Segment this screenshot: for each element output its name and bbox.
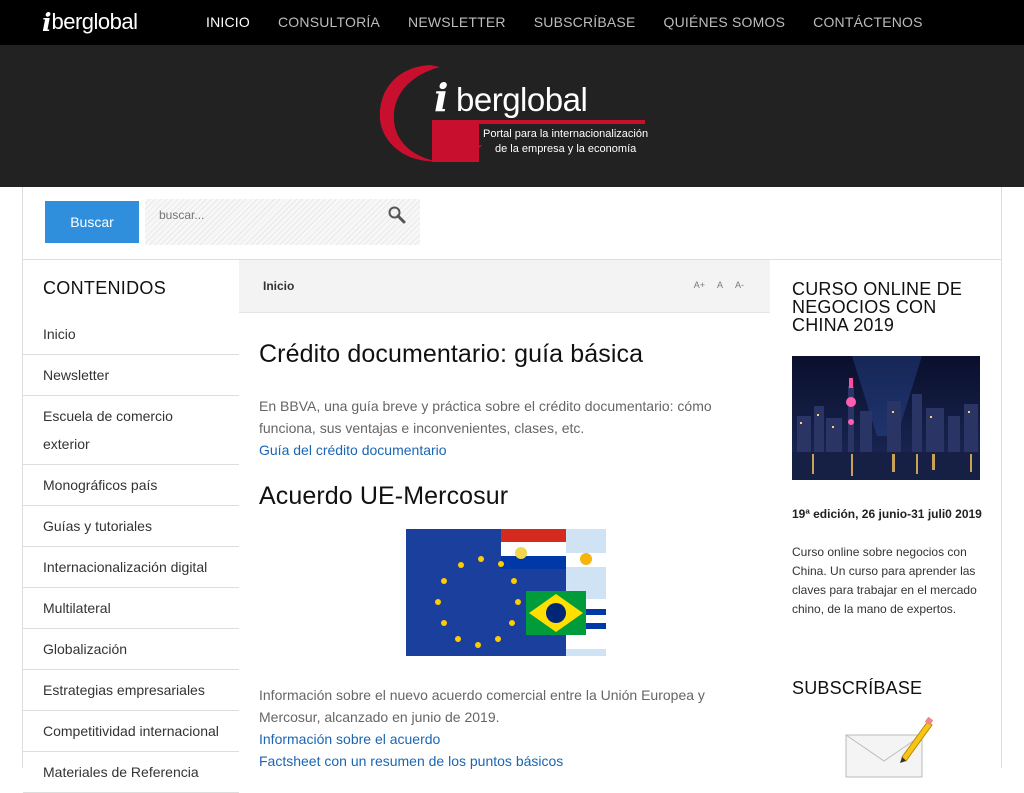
sidebar-item-newsletter[interactable]: Newsletter xyxy=(23,355,239,396)
shanghai-skyline-image[interactable] xyxy=(792,356,980,480)
main-content xyxy=(239,260,770,768)
article-text: En BBVA, una guía breve y práctica sobre el crédito documentario: cómo funciona, sus ventajas e inconvenientes, clases, etc. xyxy=(259,398,712,436)
search-input[interactable] xyxy=(147,201,418,229)
eu-mercosur-flags-image xyxy=(406,529,606,656)
sidebar-item-escuela-comercio-exterior[interactable]: Escuela de comercio exterior xyxy=(23,396,239,465)
banner-logo[interactable] xyxy=(378,61,648,165)
sidebar-item-inicio[interactable]: Inicio xyxy=(23,314,239,355)
banner-logo-i: i xyxy=(434,75,449,120)
article-credito-documentario xyxy=(259,340,749,461)
sidebar-item-globalizacion[interactable]: Globalización xyxy=(23,629,239,670)
course-title[interactable]: CURSO ONLINE DE NEGOCIOS CON CHINA 2019 xyxy=(792,279,963,335)
font-decrease-button[interactable]: A- xyxy=(735,280,744,290)
search-button[interactable]: Buscar xyxy=(45,201,139,243)
search-icon[interactable] xyxy=(387,205,407,225)
sidebar-item-multilateral[interactable]: Multilateral xyxy=(23,588,239,629)
nav-consultoria[interactable]: CONSULTORÍA xyxy=(277,14,381,30)
banner-logo-word: berglobal xyxy=(456,81,588,118)
sidebar-item-estrategias-empresariales[interactable]: Estrategias empresariales xyxy=(23,670,239,711)
nav-subscribase[interactable]: SUBSCRÍBASE xyxy=(533,14,636,30)
font-reset-button[interactable]: A xyxy=(716,280,723,290)
nav-contactenos[interactable]: CONTÁCTENOS xyxy=(813,14,923,30)
search-bar-row xyxy=(22,187,1002,260)
sidebar-item-internacionalizacion-digital[interactable]: Internacionalización digital xyxy=(23,547,239,588)
nav-inicio[interactable]: INICIO xyxy=(206,14,250,30)
sidebar-menu xyxy=(23,314,239,793)
breadcrumb xyxy=(239,260,770,313)
article-link-factsheet[interactable]: Factsheet con un resumen de los puntos básicos xyxy=(259,753,564,769)
header-banner xyxy=(0,45,1024,187)
envelope-pencil-icon[interactable] xyxy=(842,717,934,777)
site-logo[interactable] xyxy=(42,8,138,36)
article-title[interactable]: Acuerdo UE-Mercosur xyxy=(259,482,509,510)
article-title[interactable]: Crédito documentario: guía básica xyxy=(259,340,644,368)
sidebar-item-monograficos-pais[interactable]: Monográficos país xyxy=(23,465,239,506)
breadcrumb-home[interactable]: Inicio xyxy=(263,279,295,293)
sidebar-title: CONTENIDOS xyxy=(43,278,167,298)
right-sidebar xyxy=(770,260,1002,768)
nav-quienes-somos[interactable]: QUIÉNES SOMOS xyxy=(663,14,786,30)
search-field-wrapper xyxy=(145,199,420,245)
course-description: Curso online sobre negocios con China. Un curso para aprender las claves para trabajar en el mercado chino, de la mano de expertos. xyxy=(792,545,977,616)
font-size-controls xyxy=(694,280,744,290)
banner-tagline-1: Portal para la internacionalización xyxy=(483,128,649,140)
banner-tagline-2: de la empresa y la economía xyxy=(495,143,637,155)
article-acuerdo-ue-mercosur xyxy=(259,482,749,772)
article-link[interactable]: Guía del crédito documentario xyxy=(259,442,447,458)
top-navbar xyxy=(0,0,1024,45)
article-text: Información sobre el nuevo acuerdo comercial entre la Unión Europea y Mercosur, alcanzado en junio de 2019. xyxy=(259,687,705,725)
sidebar-item-materiales-referencia[interactable]: Materiales de Referencia xyxy=(23,752,239,793)
sidebar-item-guias-tutoriales[interactable]: Guías y tutoriales xyxy=(23,506,239,547)
font-increase-button[interactable]: A+ xyxy=(693,280,705,290)
nav-newsletter[interactable]: NEWSLETTER xyxy=(408,14,506,30)
main-nav xyxy=(192,0,937,45)
sidebar-item-competitividad-internacional[interactable]: Competitividad internacional xyxy=(23,711,239,752)
course-date: 19ª edición, 26 junio-31 juli0 2019 xyxy=(792,507,982,521)
logo-i-mark: i xyxy=(42,7,52,37)
article-link-acuerdo[interactable]: Información sobre el acuerdo xyxy=(259,731,441,747)
contents-sidebar xyxy=(22,260,239,780)
logo-word: berglobal xyxy=(51,9,138,34)
subscribe-title[interactable]: SUBSCRÍBASE xyxy=(792,678,923,698)
